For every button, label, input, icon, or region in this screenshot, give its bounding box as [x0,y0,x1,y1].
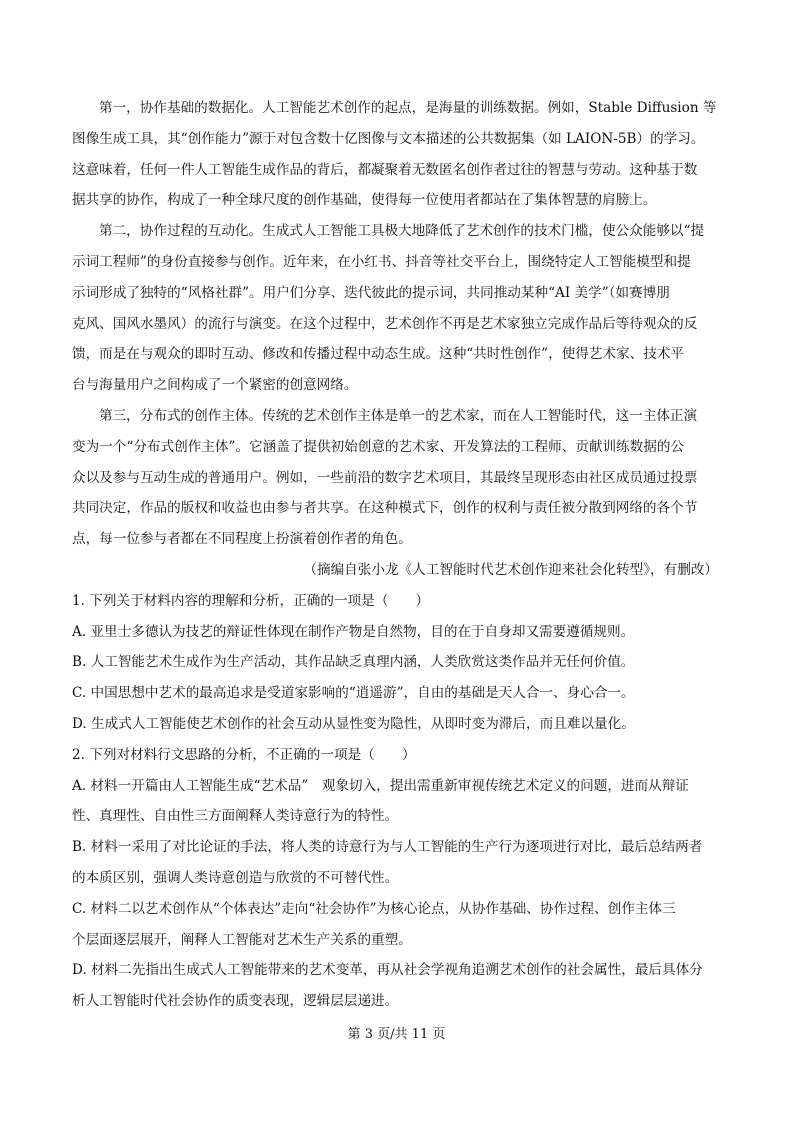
option-line: A. 材料一开篇由人工智能生成“艺术品” 观象切入，提出需重新审视传统艺术定义的问题，进而从辩证 [72,777,689,794]
option-line: 个层面逐层展开，阐释人工智能对艺术生产关系的重塑。 [72,931,412,948]
text-line: 这意味着，任何一件人工智能生成作品的背后，都凝聚着无数匿名创作者过往的智慧与劳动。这种基于数 [72,161,698,178]
text-line: 第二，协作过程的互动化。生成式人工智能工具极大地降低了艺术创作的技术门槛，使公众能够以“提 [99,223,705,240]
text-line: 示词工程师”的身份直接参与创作。近年来，在小红书、抖音等社交平台上，围绕特定人工智能模型和提 [72,253,691,270]
text-line: 台与海量用户之间构成了一个紧密的创意网络。 [72,377,358,394]
page-number: 第 3 页/共 11 页 [347,1027,446,1042]
text-line: 据共享的协作，构成了一种全球尺度的创作基础，使得每一位使用者都站在了集体智慧的肩膀上。 [72,192,657,209]
passage-source: （摘编自张小龙《人工智能时代艺术创作迎来社会化转型》，有删改） [303,561,718,578]
text-line: 点，每一位参与者都在不同程度上扮演着创作者的角色。 [72,531,412,548]
passage-paragraph [72,216,724,401]
option-b[interactable]: B. 人工智能艺术生成作为生产活动，其作品缺乏真理内涵，人类欣赏这类作品并无任何价值。 [72,654,635,671]
text-line: 示词形成了独特的“风格社群”。用户们分享、迭代彼此的提示词，共同推动某种“AI 美学”（如赛博朋 [72,284,670,301]
question-1 [72,586,724,740]
text-line: 众以及参与互动生成的普通用户。例如，一些前沿的数字艺术项目，其最终呈现形态由社区成员通过投票 [72,469,698,486]
passage-paragraph [72,401,724,555]
option-d[interactable] [72,955,724,1017]
option-a[interactable] [72,771,724,833]
passage-paragraph [72,93,724,216]
option-line: C. 材料二以艺术创作从“个体表达”走向“社会协作”为核心论点，从协作基础、协作过程、创作主体三 [72,900,676,917]
option-line: 性、真理性、自由性三方面阐释人类诗意行为的特性。 [72,808,399,825]
option-line: D. 材料二先指出生成式人工智能带来的艺术变革，再从社会学视角追溯艺术创作的社会属性，最后具体分 [72,962,703,979]
question-stem: 1. 下列关于材料内容的理解和分析，正确的一项是（ ） [72,592,430,609]
text-line: 共同决定，作品的版权和收益也由参与者共享。在这种模式下，创作的权利与责任被分散到网络的各个节 [72,500,698,517]
option-a[interactable]: A. 亚里士多德认为技艺的辩证性体现在制作产物是自然物，目的在于自身却又需要遵循规则。 [72,623,635,640]
option-line: B. 材料一采用了对比论证的手法，将人类的诗意行为与人工智能的生产行为逐项进行对比，最后总结两者 [72,839,703,856]
option-line: 析人工智能时代社会协作的质变表现，逻辑层层递进。 [72,993,399,1010]
question-stem: 2. 下列对材料行文思路的分析，不正确的一项是（ ） [72,746,416,763]
text-line: 第一，协作基础的数据化。人工智能艺术创作的起点，是海量的训练数据。例如，Stable Diffusion 等 [99,100,717,116]
option-b[interactable] [72,832,724,894]
text-line: 克风、国风水墨风）的流行与演变。在这个过程中，艺术创作不再是艺术家独立完成作品后等待观众的反 [72,315,698,332]
page-content [72,93,724,1017]
option-d[interactable]: D. 生成式人工智能使艺术创作的社会互动从显性变为隐性，从即时变为滞后，而且难以量化。 [72,715,635,732]
text-line: 图像生成工具，其“创作能力”源于对包含数十亿图像与文本描述的公共数据集（如 LAION-5B）的学习。 [72,130,705,147]
text-line: 第三，分布式的创作主体。传统的艺术创作主体是单一的艺术家，而在人工智能时代，这一主体正演 [99,407,698,424]
text-line: 馈，而是在与观众的即时互动、修改和传播过程中动态生成。这种“共时性创作”，使得艺术家、技术平 [72,346,685,363]
option-c[interactable] [72,894,724,956]
option-c[interactable]: C. 中国思想中艺术的最高追求是受道家影响的“逍遥游”，自由的基础是天人合一、身心合一。 [72,685,635,702]
option-line: 的本质区别，强调人类诗意创造与欣赏的不可替代性。 [72,869,399,886]
text-line: 变为一个“分布式创作主体”。它涵盖了提供初始创意的艺术家、开发算法的工程师、贡献训练数据的公 [72,438,685,455]
question-2 [72,740,724,1017]
